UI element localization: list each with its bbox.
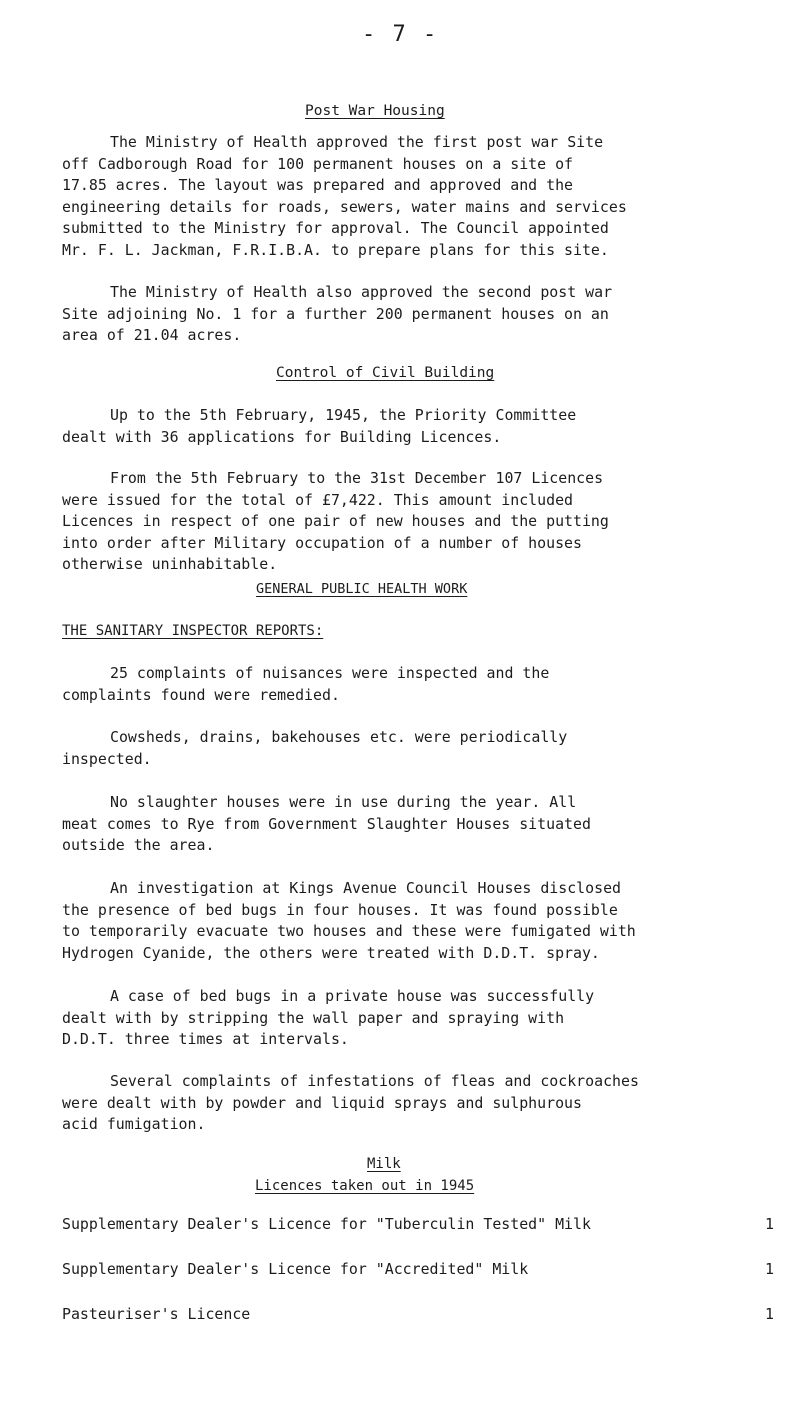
paragraph-complaints: 25 complaints of nuisances were inspected and the complaints found were remedied. <box>62 664 550 704</box>
paragraph-infestations: Several complaints of infestations of fleas and cockroaches were dealt with by powder and liquid sprays and sulphurous acid fumigation. <box>62 1072 639 1133</box>
page-number: - 7 - <box>362 22 439 47</box>
heading-control-civil-building: Control of Civil Building <box>276 365 495 381</box>
milk-licence-row <box>62 1215 774 1233</box>
milk-licence-label: Pasteuriser's Licence <box>62 1305 251 1323</box>
milk-licence-row <box>62 1260 774 1278</box>
milk-licence-count: 1 <box>765 1215 774 1233</box>
heading-sanitary-inspector: THE SANITARY INSPECTOR REPORTS: <box>62 623 324 639</box>
paragraph-first-site: The Ministry of Health approved the first post war Site off Cadborough Road for 100 permanent houses on a site of 17.85 acres. The layout was prepared and approved and the engineering details for roads, sewers, water mains and services submitted to the Ministry for approval. The Council appointed Mr. F. L. Jackman, F.R.I.B.A. to prepare plans for this site. <box>62 133 627 259</box>
milk-licence-label: Supplementary Dealer's Licence for "Accredited" Milk <box>62 1260 529 1278</box>
milk-licence-count: 1 <box>765 1305 774 1323</box>
paragraph-priority-committee: Up to the 5th February, 1945, the Priority Committee dealt with 36 applications for Building Licences. <box>62 406 577 446</box>
paragraph-bed-bugs-council: An investigation at Kings Avenue Council Houses disclosed the presence of bed bugs in four houses. It was found possible to temporarily evacuate two houses and these were fumigated with Hydrogen Cyanide, the others were treated with D.D.T. spray. <box>62 879 636 962</box>
paragraph-licences-issued: From the 5th February to the 31st December 107 Licences were issued for the total of £7,422. This amount included Licences in respect of one pair of new houses and the putting into order after Military occupation of a number of houses otherwise uninhabitable. <box>62 469 609 573</box>
milk-licence-row <box>62 1305 774 1323</box>
paragraph-bed-bugs-private: A case of bed bugs in a private house was successfully dealt with by stripping the wall paper and spraying with D.D.T. three times at intervals. <box>62 987 595 1048</box>
heading-milk: Milk <box>367 1156 401 1172</box>
paragraph-slaughter-houses: No slaughter houses were in use during the year. All meat comes to Rye from Government Slaughter Houses situated outside the area. <box>62 793 591 854</box>
milk-licence-count: 1 <box>765 1260 774 1278</box>
heading-milk-licences: Licences taken out in 1945 <box>255 1178 475 1194</box>
paragraph-second-site: The Ministry of Health also approved the second post war Site adjoining No. 1 for a further 200 permanent houses on an area of 21.04 acres. <box>62 283 613 344</box>
heading-general-public-health: GENERAL PUBLIC HEALTH WORK <box>256 581 468 597</box>
paragraph-cowsheds: Cowsheds, drains, bakehouses etc. were periodically inspected. <box>62 728 568 768</box>
heading-post-war-housing: Post War Housing <box>305 103 445 119</box>
milk-licence-label: Supplementary Dealer's Licence for "Tuberculin Tested" Milk <box>62 1215 591 1233</box>
